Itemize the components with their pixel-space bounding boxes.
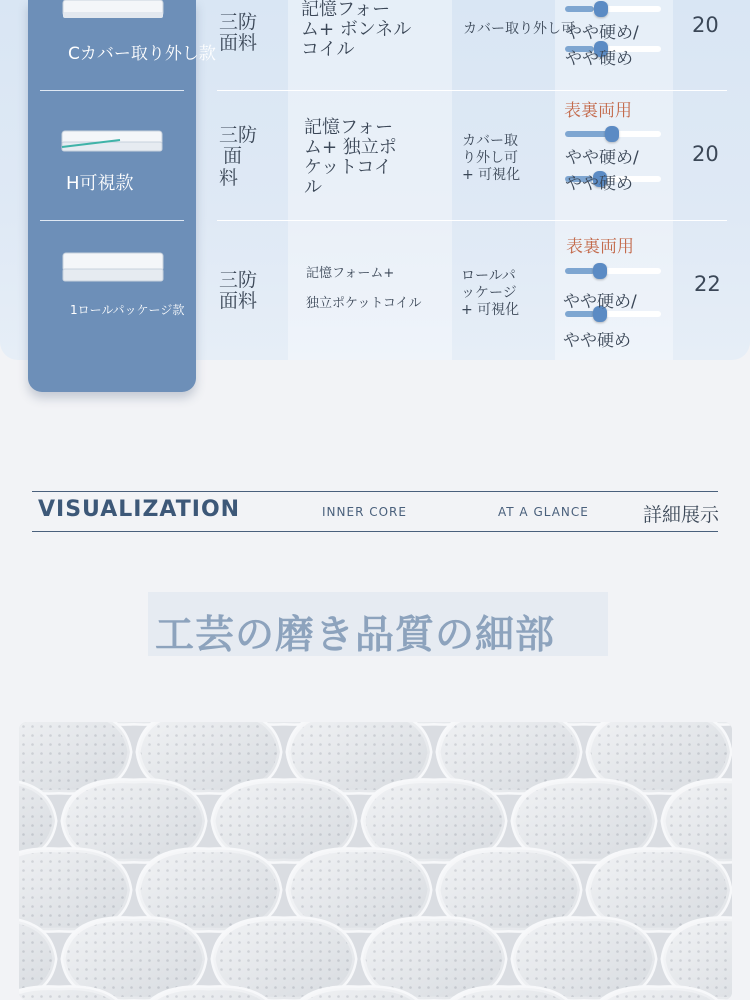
thickness-value: 20 [692, 142, 719, 166]
fabric-text: 三防 [219, 11, 258, 33]
fabric-cell [219, 270, 257, 313]
fabric-cell [219, 125, 257, 189]
core-cell [301, 0, 411, 60]
fabric-text: 面料 [219, 290, 258, 313]
cover-cell [462, 133, 520, 183]
cover-text: ッケージ [461, 284, 517, 301]
core-text: ケットコイ [304, 157, 392, 179]
mattress-icon [60, 127, 164, 155]
both-sides-badge: 表裏両用 [564, 101, 632, 121]
model-cell-roll [28, 221, 196, 392]
vis-cn-label: 詳細展示 [643, 504, 720, 526]
vis-tag-inner-core: INNER CORE [322, 505, 407, 519]
core-text: 記憶フォー [301, 0, 391, 20]
cover-text: カバー取り外し可 [463, 21, 575, 37]
thickness-value: 22 [694, 272, 721, 296]
cover-text: カバー取 [462, 133, 518, 149]
core-text: コイル [301, 39, 355, 61]
core-text: ル [304, 177, 322, 199]
core-text: ム+ ボンネル [301, 19, 412, 41]
fabric-text: 料 [219, 166, 239, 189]
headline: 工芸の磨き品質の細部 [155, 613, 556, 658]
model-cell-h [28, 91, 196, 220]
vis-title: VISUALIZATION [38, 497, 241, 522]
fabric-cell [219, 12, 257, 55]
hardness-text: やや硬め [565, 48, 633, 69]
vis-tag-at-a-glance: AT A GLANCE [498, 505, 589, 519]
core-cell [304, 118, 397, 199]
hardness-cell [565, 21, 639, 72]
cover-text: り外し可 [462, 149, 518, 166]
mattress-icon [62, 247, 164, 287]
hardness-slider [565, 131, 661, 137]
fabric-text: 三防 [219, 269, 258, 291]
hardness-text: やや硬め/ [565, 23, 639, 43]
row-divider [217, 220, 727, 221]
row-divider [217, 90, 727, 91]
quilted-pattern [19, 722, 732, 1000]
model-cell-c [28, 0, 216, 90]
core-text: 記憶フォーム+ [306, 266, 395, 281]
thickness-value: 20 [692, 13, 719, 37]
hardness-text: やや硬め [563, 331, 631, 352]
hardness-text: やや硬め/ [563, 292, 637, 312]
model-label-c: Cカバー取り外し款 [68, 44, 216, 64]
cover-text: ロールパ [461, 268, 516, 284]
hardness-cell [563, 283, 637, 361]
vis-top-rule [32, 491, 718, 492]
core-text: 独立ポケットコイル [306, 295, 422, 311]
model-label-h: H可視款 [66, 173, 134, 194]
hardness-cell [565, 146, 639, 197]
vis-bottom-rule [32, 531, 718, 532]
mattress-detail-photo [19, 722, 732, 1000]
model-column [28, 0, 216, 392]
cover-text: + 可視化 [461, 301, 520, 318]
fabric-text: 面 [223, 145, 243, 168]
hardness-text: やや硬め/ [565, 148, 639, 168]
cover-cell [461, 268, 519, 318]
core-text: 記憶フォー [304, 117, 394, 138]
fabric-text: 面料 [219, 32, 258, 55]
model-label-roll: 1ロールパッケージ款 [70, 303, 185, 317]
hardness-slider [565, 268, 661, 274]
cover-text: + 可視化 [462, 166, 521, 183]
hardness-text: やや硬め [565, 173, 633, 194]
both-sides-badge: 表裏両用 [566, 237, 634, 257]
core-cell [306, 259, 421, 319]
mattress-icon [62, 0, 164, 24]
fabric-text: 三防 [219, 124, 258, 146]
core-text: ム+ 独立ポ [304, 137, 397, 159]
cover-cell [463, 21, 575, 38]
hardness-slider [565, 6, 661, 12]
